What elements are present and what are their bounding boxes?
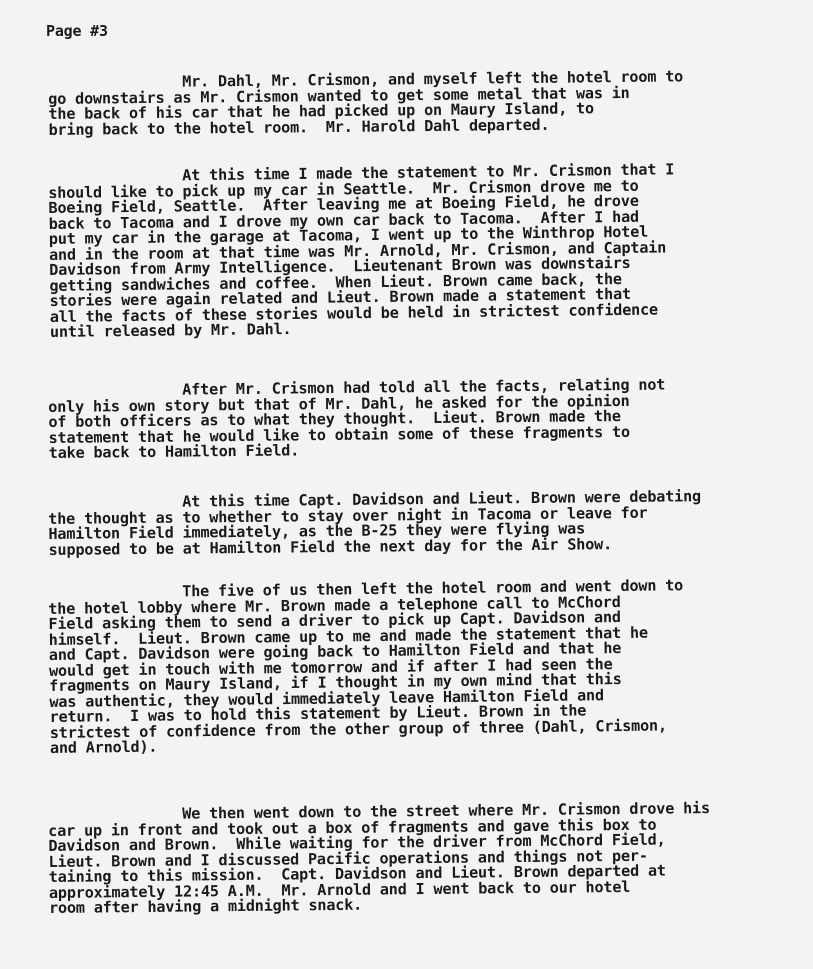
paragraph-boeing-field: At this time I made the statement to Mr. Crismon that I should like to pick up my car in Seattle. Mr. Crismon drove me to Boeing Field, Seattle. After leaving me at Boeing Field, he drove back to Tacoma and I drove my own car back to Tacoma. After I had put my car in the garage at Tacoma, I went up to the Winthrop Hotel and in the room at that time was Mr. Arnold, Mr. Crismon, and Captain Davidson from Army Intelligence. Lieutenant Brown was downstairs getting sandwiches and coffee. When Lieut. Brown came back, the stories were again related and Lieut. Brown made a statement that all the facts of these stories would be held in strictest confidence until released by Mr. Dahl. [47, 160, 675, 341]
paragraph-officers-opinion: After Mr. Crismon had told all the facts, relating not only his own story but that of Mr. Dahl, he asked for the opinion of both officers as to what they thought. Lieut. Brown made the statement that he would like to obtain some of these fragments to take back to Hamilton Field. [47, 375, 666, 462]
paragraph-hotel-lobby: The five of us then left the hotel room and went down to the hotel lobby where Mr. Brown made a telephone call to McChord Field asking them to send a driver to pick up Capt. Davidson and himself. Lieut. Brown came up to me and made the statement that he and Capt. Davidson were going back to Hamilton Field and that he would get in touch with me tomorrow and if after I had seen the fragments on Maury Island, if I thought in my own mind that this was authentic, they would immediately leave Hamilton Field and return. I was to hold this statement by Lieut. Brown in the strictest of confidence from the other group of three (Dahl, Crismon, and Arnold). [47, 576, 684, 757]
page-number: Page #3 [46, 22, 108, 40]
paragraph-box-of-fragments: We then went down to the street where Mr. Crismon drove his car up in front and took out a box of fragments and gave this box to Davidson and Brown. While waiting for the driver from McChord Field, Lieut. Brown and I discussed Pacific operations and things not per- taining to this mission. Capt. Davidson and Lieut. Brown departed at approximately 12:45 A.M. Mr. Arnold and I went back to our hotel room after having a midnight snack. [47, 799, 710, 917]
paragraph-debating-stay: At this time Capt. Davidson and Lieut. Brown were debating the thought as to whether to stay over night in Tacoma or leave for Hamilton Field immediately, as the B-25 they were flying was supposed to be at Hamilton Field the next day for the Air Show. [47, 487, 702, 559]
paragraph-leaving-hotel: Mr. Dahl, Mr. Crismon, and myself left the hotel room to go downstairs as Mr. Crismon wanted to get some metal that was in the back of his car that he had picked up on Maury Island, to bring back to the hotel room. Mr. Harold Dahl departed. [47, 67, 684, 139]
